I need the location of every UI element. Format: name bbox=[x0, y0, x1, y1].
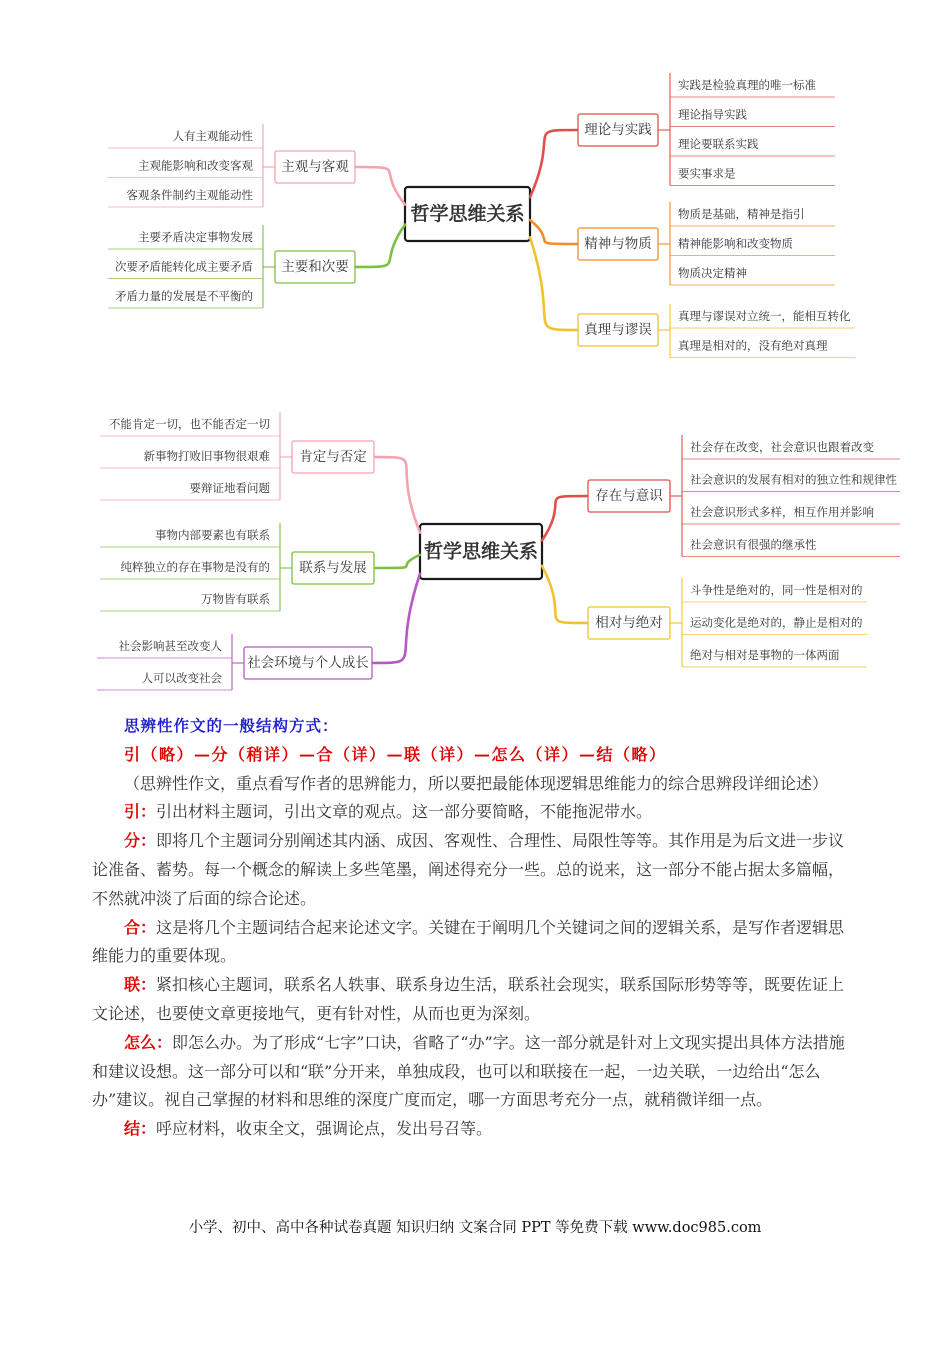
paragraph-text: 即怎么办。为了形成“七字”口诀，省略了“办”字。这一部分就是针对上文现实提出具体方法措施和建议设想。这一部分可以和“联”分开来，单独成段，也可以和联接在一起，一边关联，一边给出“怎么办”建议。视自己掌握的材料和思维的深度广度而定，哪一方面思考充分一点，就稍微详细一点。 bbox=[92, 1032, 845, 1110]
page-footer: 小学、初中、高中各种试卷真题 知识归纳 文案合同 PPT 等免费下载 www.doc985.com bbox=[188, 1220, 762, 1236]
branch-label: 主观与客观 bbox=[281, 159, 349, 175]
leaf-item: 社会意识有很强的继承性 bbox=[690, 537, 817, 552]
branch-label: 社会环境与个人成长 bbox=[247, 655, 369, 671]
branch-connector bbox=[542, 566, 588, 623]
leaf-item: 新事物打败旧事物很艰难 bbox=[143, 449, 270, 463]
branch-label: 主要和次要 bbox=[281, 259, 349, 275]
leaf-item: 不能肯定一切，也不能否定一切 bbox=[109, 417, 270, 431]
paragraph-lead: 合： bbox=[124, 917, 157, 937]
leaf-item: 理论要联系实践 bbox=[678, 137, 759, 151]
leaf-item: 实践是检验真理的唯一标准 bbox=[678, 78, 816, 92]
mind-map-2 bbox=[0, 405, 950, 695]
leaf-item: 人有主观能动性 bbox=[172, 129, 253, 143]
branch-connector bbox=[530, 220, 578, 244]
paragraph-lead: 结： bbox=[124, 1119, 157, 1139]
structure-formula: 引（略）—分（稍详）—合（详）—联（详）—怎么（详）—结（略） bbox=[124, 744, 667, 764]
branch-label: 真理与谬误 bbox=[584, 322, 652, 338]
branch-connector bbox=[372, 574, 420, 663]
section-heading: 思辨性作文的一般结构方式： bbox=[124, 716, 339, 735]
branch-label: 联系与发展 bbox=[299, 560, 367, 576]
leaf-item: 真理与谬误对立统一，能相互转化 bbox=[678, 309, 851, 323]
branch-label: 理论与实践 bbox=[584, 122, 652, 138]
leaf-item: 理论指导实践 bbox=[678, 107, 747, 122]
leaf-item: 人可以改变社会 bbox=[141, 671, 222, 685]
branch-label: 存在与意识 bbox=[595, 488, 663, 504]
paragraph-text: 呼应材料，收束全文，强调论点，发出号召等。 bbox=[156, 1119, 493, 1139]
branch-connector bbox=[542, 496, 588, 540]
leaf-item: 真理是相对的，没有绝对真理 bbox=[678, 338, 828, 353]
paragraph-he bbox=[92, 914, 854, 972]
leaf-item: 矛盾力量的发展是不平衡的 bbox=[115, 289, 253, 303]
leaf-item: 运动变化是绝对的，静止是相对的 bbox=[690, 615, 863, 630]
leaf-item: 要辩证地看问题 bbox=[189, 481, 270, 495]
leaf-item: 物质决定精神 bbox=[678, 266, 747, 280]
paragraph-zenme bbox=[92, 1029, 854, 1115]
branch-connector bbox=[355, 225, 405, 267]
branch-label: 肯定与否定 bbox=[299, 449, 367, 465]
paragraph-jie bbox=[92, 1115, 854, 1144]
leaf-item: 客观条件制约主观能动性 bbox=[126, 188, 253, 202]
leaf-item: 物质是基础，精神是指引 bbox=[678, 207, 805, 221]
branch-connector bbox=[374, 555, 420, 568]
branch-connector bbox=[530, 237, 578, 330]
paragraph-lead: 分： bbox=[124, 831, 157, 851]
paragraph-lead: 联： bbox=[124, 975, 157, 995]
paragraph-yin bbox=[92, 798, 854, 827]
branch-connector bbox=[530, 130, 578, 197]
paragraph-text: 引出材料主题词，引出文章的观点。这一部分要简略，不能拖泥带水。 bbox=[156, 802, 653, 822]
leaf-item: 绝对与相对是事物的一体两面 bbox=[690, 648, 840, 662]
leaf-item: 次要矛盾能转化成主要矛盾 bbox=[115, 259, 253, 274]
leaf-item: 社会意识的发展有相对的独立性和规律性 bbox=[690, 472, 897, 487]
leaf-item: 主观能影响和改变客观 bbox=[138, 158, 253, 173]
structure-note: （思辨性作文，重点看写作者的思辨能力，所以要把最能体现逻辑思维能力的综合思辨段详细论述） bbox=[124, 773, 829, 793]
leaf-item: 事物内部要素也有联系 bbox=[155, 528, 270, 542]
branch-connector bbox=[355, 167, 405, 205]
paragraph-text: 这是将几个主题词结合起来论述文字。关键在于阐明几个关键词之间的逻辑关系，是写作者逻辑思维能力的重要体现。 bbox=[92, 917, 845, 966]
mind-map-1 bbox=[0, 60, 950, 370]
central-topic: 哲学思维关系 bbox=[410, 203, 525, 225]
paragraph-lian bbox=[92, 971, 854, 1029]
paragraph-text: 即将几个主题词分别阐述其内涵、成因、客观性、合理性、局限性等等。其作用是为后文进一步议论准备、蓄势。每一个概念的解读上多些笔墨，阐述得充分一些。总的说来，这一部分不能占据太多篇幅，不然就冲淡了后面的综合论述。 bbox=[92, 831, 845, 908]
paragraph-lead: 怎么： bbox=[124, 1032, 173, 1052]
leaf-item: 主要矛盾决定事物发展 bbox=[138, 230, 253, 244]
paragraph-text: 紧扣核心主题词，联系名人轶事、联系身边生活，联系社会现实，联系国际形势等等，既要佐证上文论述，也要使文章更接地气，更有针对性，从而也更为深刻。 bbox=[92, 975, 845, 1023]
essay-structure-text bbox=[92, 712, 854, 1144]
leaf-item: 社会影响甚至改变人 bbox=[118, 639, 222, 653]
central-topic: 哲学思维关系 bbox=[423, 540, 539, 563]
leaf-item: 斗争性是绝对的，同一性是相对的 bbox=[690, 583, 863, 597]
leaf-item: 精神能影响和改变物质 bbox=[678, 236, 793, 251]
leaf-item: 要实事求是 bbox=[678, 166, 736, 181]
branch-label: 精神与物质 bbox=[584, 236, 652, 252]
leaf-item: 社会存在改变，社会意识也跟着改变 bbox=[690, 440, 874, 454]
paragraph-lead: 引： bbox=[124, 802, 157, 822]
branch-connector bbox=[374, 457, 420, 533]
leaf-item: 纯粹独立的存在事物是没有的 bbox=[120, 560, 270, 574]
paragraph-fen bbox=[92, 827, 854, 913]
leaf-item: 万物皆有联系 bbox=[201, 592, 270, 606]
leaf-item: 社会意识形式多样，相互作用并影响 bbox=[690, 505, 874, 519]
branch-label: 相对与绝对 bbox=[595, 615, 663, 631]
